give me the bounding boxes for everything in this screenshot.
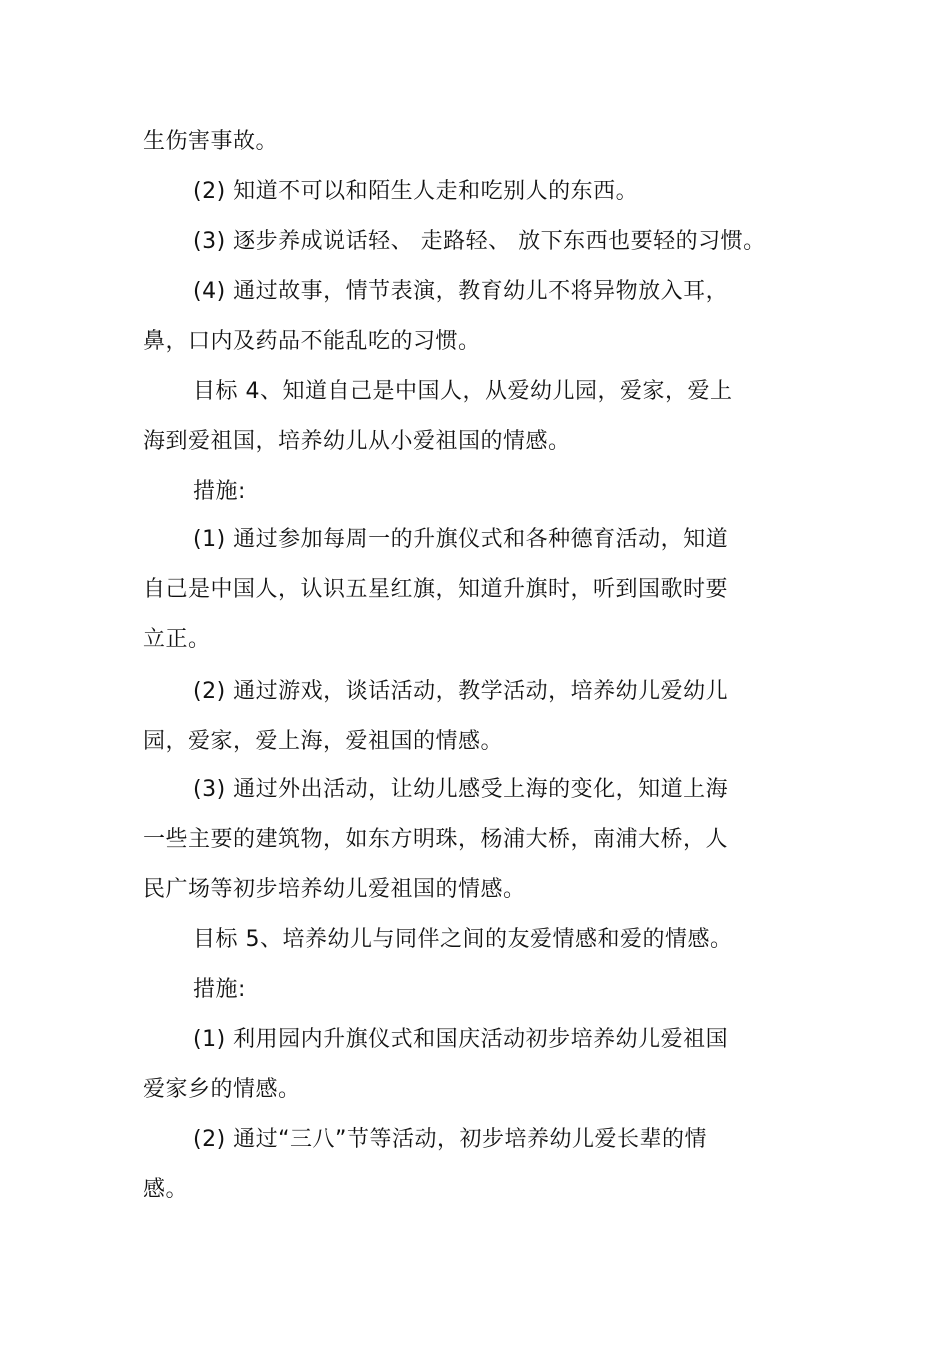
- text-line: 自己是中国人，认识五星红旗，知道升旗时，听到国歌时要: [143, 577, 729, 602]
- list-item-2: (2) 知道不可以和陌生人走和吃别人的东西。: [193, 179, 639, 204]
- text-line: 民广场等初步培养幼儿爱祖国的情感。: [143, 877, 526, 902]
- measures-label: 措施:: [193, 479, 246, 504]
- text-line: 鼻，口内及药品不能乱吃的习惯。: [143, 329, 481, 354]
- text-line: 一些主要的建筑物，如东方明珠，杨浦大桥，南浦大桥，人: [143, 827, 729, 852]
- list-item-1: (1) 利用园内升旗仪式和国庆活动初步培养幼儿爱祖国: [193, 1027, 729, 1052]
- list-item-3: (3) 通过外出活动，让幼儿感受上海的变化，知道上海: [193, 777, 729, 802]
- text-line: 爱家乡的情感。: [143, 1077, 301, 1102]
- goal-4-heading: 目标 4、知道自己是中国人，从爱幼儿园，爱家，爱上: [193, 379, 733, 404]
- text-line: 海到爱祖国，培养幼儿从小爱祖国的情感。: [143, 429, 571, 454]
- list-item-1: (1) 通过参加每周一的升旗仪式和各种德育活动，知道: [193, 527, 729, 552]
- list-item-4: (4) 通过故事，情节表演，教育幼儿不将异物放入耳，: [193, 279, 729, 304]
- text-line: 立正。: [143, 627, 211, 652]
- list-item-3: (3) 逐步养成说话轻、 走路轻、 放下东西也要轻的习惯。: [193, 229, 766, 254]
- text-line: 生伤害事故。: [143, 129, 279, 154]
- goal-5-heading: 目标 5、培养幼儿与同伴之间的友爱情感和爱的情感。: [193, 927, 733, 952]
- text-line: 感。: [143, 1177, 189, 1202]
- list-item-2: (2) 通过游戏，谈话活动，教学活动，培养幼儿爱幼儿: [193, 679, 729, 704]
- list-item-2: (2) 通过“三八”节等活动，初步培养幼儿爱长辈的情: [193, 1127, 707, 1152]
- measures-label: 措施:: [193, 977, 246, 1002]
- text-line: 园，爱家，爱上海，爱祖国的情感。: [143, 729, 504, 754]
